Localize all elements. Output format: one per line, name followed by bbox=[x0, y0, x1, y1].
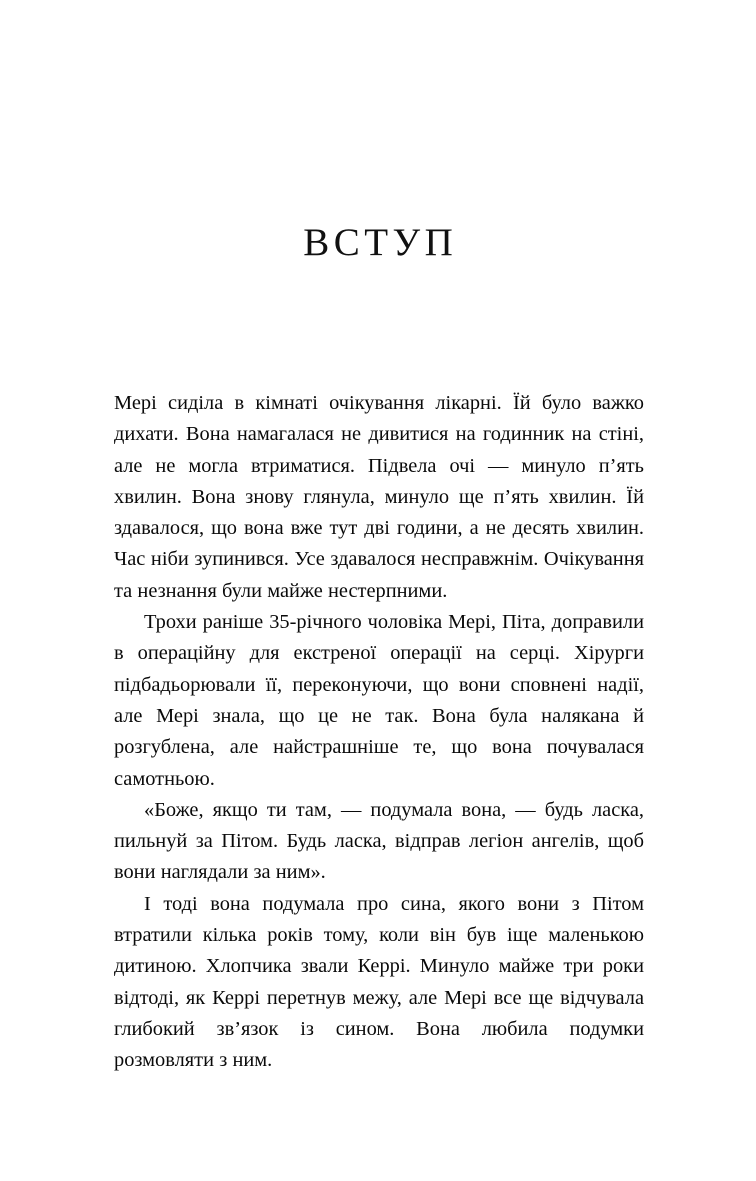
paragraph: І тоді вона подумала про сина, якого вони з Пітом втратили кілька років тому, коли він був іще маленькою дитиною. Хлопчика звали Керрі. Минуло майже три роки відтоді, як Керрі перетнув межу, але Мері все ще відчувала глибокий зв’язок із сином. Вона любила подумки розмовляти з ним. bbox=[114, 892, 644, 1072]
paragraph: Мері сиділа в кімнаті очікування лікарні. Їй було важко дихати. Вона намагалася не дивитися на годинник на стіні, але не могла втриматися. Підвела очі — минуло п’ять хвилин. Вона знову глянула, минуло ще п’ять хвилин. Їй здавалося, що вона вже тут дві години, а не десять хвилин. Час ніби зупинився. Усе здавалося несправжнім. Очікування та незнання були майже нестерпними. bbox=[114, 392, 644, 602]
paragraph: Трохи раніше 35-річного чоловіка Мері, Піта, доправили в операційну для екстреної операції на серці. Хірурги підбадьорювали її, переконуючи, що вони сповнені надії, але Мері знала, що це не так. Вона була налякана й розгублена, але найстрашніше те, що вона почувалася самотньою. bbox=[114, 611, 644, 790]
body-text-block bbox=[114, 388, 644, 1077]
page-title: ВСТУП bbox=[303, 221, 458, 265]
paragraph: «Боже, якщо ти там, — подумала вона, — будь ласка, пильнуй за Пітом. Будь ласка, відправ легіон ангелів, щоб вони наглядали за ним». bbox=[114, 798, 644, 884]
